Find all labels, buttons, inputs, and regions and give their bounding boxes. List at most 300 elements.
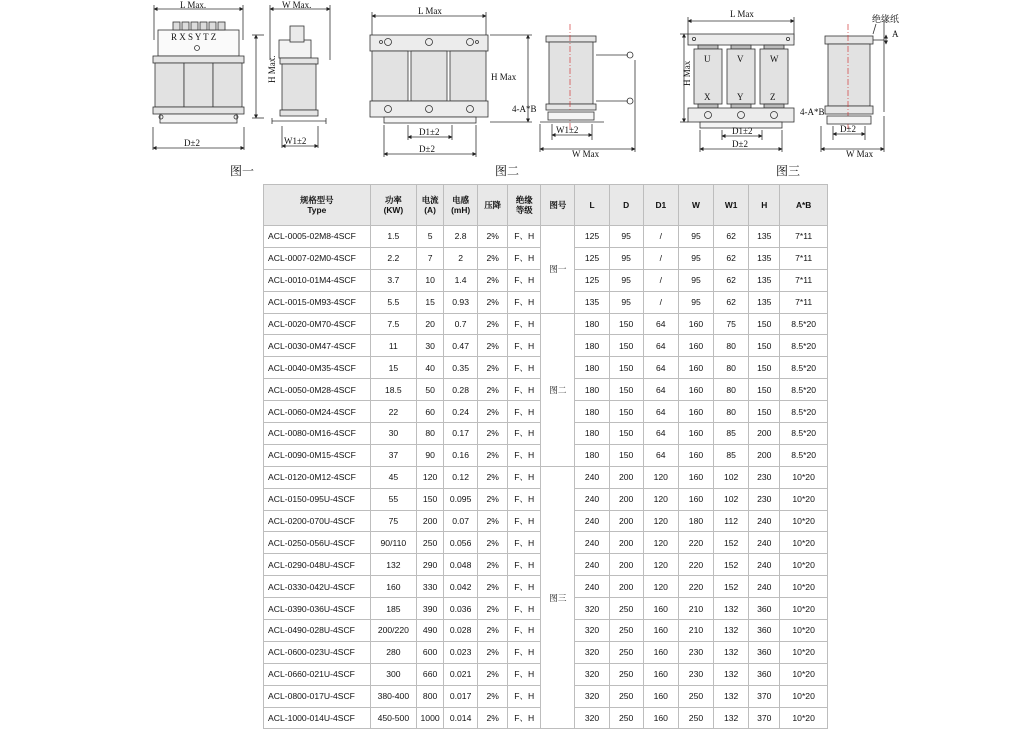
- cell-model: ACL-0600-023U-4SCF: [264, 641, 371, 663]
- cell-model: ACL-0060-0M24-4SCF: [264, 401, 371, 423]
- cell-current: 10: [417, 269, 444, 291]
- cell-d1: 160: [643, 707, 678, 729]
- cell-w1: 62: [714, 269, 749, 291]
- cell-h: 135: [749, 269, 780, 291]
- cell-power: 300: [370, 663, 417, 685]
- cell-l: 240: [575, 532, 609, 554]
- cell-figure-group: 图一: [541, 226, 575, 314]
- cell-w: 210: [678, 620, 713, 642]
- cell-model: ACL-0250-056U-4SCF: [264, 532, 371, 554]
- cell-voltage-drop: 2%: [478, 641, 508, 663]
- cell-d: 95: [609, 226, 643, 248]
- figure-1-side-view: [270, 5, 330, 148]
- cell-ab: 8.5*20: [780, 313, 828, 335]
- cell-w: 95: [678, 226, 713, 248]
- cell-inductance: 0.28: [444, 379, 478, 401]
- cell-h: 200: [749, 423, 780, 445]
- cell-l: 240: [575, 576, 609, 598]
- cell-current: 250: [417, 532, 444, 554]
- cell-inductance: 0.028: [444, 620, 478, 642]
- cell-w: 160: [678, 466, 713, 488]
- cell-insulation-class: F、H: [508, 226, 541, 248]
- cell-inductance: 0.014: [444, 707, 478, 729]
- cell-ab: 8.5*20: [780, 423, 828, 445]
- cell-power: 90/110: [370, 532, 417, 554]
- fig3-coil-v: V: [737, 54, 744, 64]
- cell-inductance: 2: [444, 247, 478, 269]
- cell-power: 5.5: [370, 291, 417, 313]
- cell-l: 320: [575, 707, 609, 729]
- cell-w: 210: [678, 598, 713, 620]
- cell-insulation-class: F、H: [508, 663, 541, 685]
- cell-d1: 64: [643, 357, 678, 379]
- cell-inductance: 0.017: [444, 685, 478, 707]
- cell-model: ACL-0050-0M28-4SCF: [264, 379, 371, 401]
- cell-model: ACL-0030-0M47-4SCF: [264, 335, 371, 357]
- cell-l: 180: [575, 313, 609, 335]
- cell-w: 180: [678, 510, 713, 532]
- cell-insulation-class: F、H: [508, 576, 541, 598]
- cell-insulation-class: F、H: [508, 291, 541, 313]
- cell-model: ACL-0660-021U-4SCF: [264, 663, 371, 685]
- cell-insulation-class: F、H: [508, 379, 541, 401]
- cell-w1: 80: [714, 401, 749, 423]
- cell-h: 240: [749, 510, 780, 532]
- cell-ab: 10*20: [780, 466, 828, 488]
- cell-voltage-drop: 2%: [478, 598, 508, 620]
- header-voltage-drop: 压降: [478, 185, 508, 226]
- cell-d1: 160: [643, 598, 678, 620]
- table-row: [264, 466, 828, 488]
- cell-d: 95: [609, 291, 643, 313]
- cell-model: ACL-0330-042U-4SCF: [264, 576, 371, 598]
- cell-power: 37: [370, 444, 417, 466]
- reactor-drawings: [0, 0, 1020, 180]
- fig1-w1-label: W1±2: [284, 136, 307, 146]
- cell-d: 250: [609, 685, 643, 707]
- cell-insulation-class: F、H: [508, 510, 541, 532]
- table-row: [264, 313, 828, 335]
- cell-insulation-class: F、H: [508, 423, 541, 445]
- cell-power: 18.5: [370, 379, 417, 401]
- cell-voltage-drop: 2%: [478, 313, 508, 335]
- figure-2-side-view: [540, 24, 635, 152]
- cell-ab: 10*20: [780, 532, 828, 554]
- cell-current: 50: [417, 379, 444, 401]
- cell-figure-group: 图二: [541, 313, 575, 466]
- cell-d: 95: [609, 269, 643, 291]
- cell-w1: 75: [714, 313, 749, 335]
- cell-power: 15: [370, 357, 417, 379]
- cell-ab: 8.5*20: [780, 335, 828, 357]
- cell-d: 150: [609, 444, 643, 466]
- cell-inductance: 0.095: [444, 488, 478, 510]
- cell-voltage-drop: 2%: [478, 379, 508, 401]
- header-w1: W1: [714, 185, 749, 226]
- cell-insulation-class: F、H: [508, 685, 541, 707]
- cell-w: 160: [678, 357, 713, 379]
- cell-w: 160: [678, 401, 713, 423]
- cell-inductance: 0.036: [444, 598, 478, 620]
- fig1-w-label: W Max.: [282, 0, 312, 10]
- cell-ab: 10*20: [780, 554, 828, 576]
- fig3-coil-w: W: [770, 54, 779, 64]
- cell-w: 95: [678, 247, 713, 269]
- header-d: D: [609, 185, 643, 226]
- cell-l: 320: [575, 598, 609, 620]
- cell-power: 2.2: [370, 247, 417, 269]
- cell-h: 370: [749, 707, 780, 729]
- cell-w1: 62: [714, 247, 749, 269]
- cell-inductance: 0.042: [444, 576, 478, 598]
- cell-current: 60: [417, 401, 444, 423]
- cell-inductance: 0.16: [444, 444, 478, 466]
- cell-l: 240: [575, 510, 609, 532]
- cell-l: 320: [575, 663, 609, 685]
- cell-voltage-drop: 2%: [478, 444, 508, 466]
- cell-current: 1000: [417, 707, 444, 729]
- cell-d: 95: [609, 247, 643, 269]
- cell-l: 180: [575, 444, 609, 466]
- cell-ab: 7*11: [780, 247, 828, 269]
- cell-power: 11: [370, 335, 417, 357]
- cell-h: 135: [749, 226, 780, 248]
- cell-w: 160: [678, 423, 713, 445]
- fig3-a-label: A: [892, 29, 899, 39]
- cell-l: 240: [575, 554, 609, 576]
- cell-model: ACL-0005-02M8-4SCF: [264, 226, 371, 248]
- header-current: 电流 (A): [417, 185, 444, 226]
- cell-w: 250: [678, 707, 713, 729]
- header-w: W: [678, 185, 713, 226]
- cell-power: 7.5: [370, 313, 417, 335]
- cell-w1: 112: [714, 510, 749, 532]
- cell-insulation-class: F、H: [508, 641, 541, 663]
- cell-voltage-drop: 2%: [478, 335, 508, 357]
- cell-h: 150: [749, 357, 780, 379]
- cell-power: 185: [370, 598, 417, 620]
- cell-ab: 8.5*20: [780, 379, 828, 401]
- cell-insulation-class: F、H: [508, 598, 541, 620]
- cell-voltage-drop: 2%: [478, 488, 508, 510]
- cell-d: 250: [609, 598, 643, 620]
- cell-d: 200: [609, 466, 643, 488]
- cell-model: ACL-0010-01M4-4SCF: [264, 269, 371, 291]
- cell-l: 240: [575, 466, 609, 488]
- cell-voltage-drop: 2%: [478, 466, 508, 488]
- header-d1: D1: [643, 185, 678, 226]
- cell-power: 450-500: [370, 707, 417, 729]
- fig1-l-label: L Max.: [180, 0, 207, 10]
- cell-current: 20: [417, 313, 444, 335]
- cell-w: 220: [678, 532, 713, 554]
- cell-h: 150: [749, 313, 780, 335]
- cell-d1: 120: [643, 554, 678, 576]
- cell-current: 200: [417, 510, 444, 532]
- cell-l: 180: [575, 379, 609, 401]
- fig3-insulation-label: 绝缘纸: [872, 14, 900, 24]
- cell-l: 125: [575, 269, 609, 291]
- cell-model: ACL-0015-0M93-4SCF: [264, 291, 371, 313]
- cell-current: 600: [417, 641, 444, 663]
- cell-d: 200: [609, 576, 643, 598]
- cell-insulation-class: F、H: [508, 620, 541, 642]
- cell-d: 250: [609, 620, 643, 642]
- cell-d: 200: [609, 510, 643, 532]
- cell-insulation-class: F、H: [508, 357, 541, 379]
- cell-model: ACL-0290-048U-4SCF: [264, 554, 371, 576]
- cell-power: 1.5: [370, 226, 417, 248]
- cell-ab: 10*20: [780, 510, 828, 532]
- cell-h: 240: [749, 532, 780, 554]
- cell-inductance: 0.023: [444, 641, 478, 663]
- cell-current: 490: [417, 620, 444, 642]
- fig2-w1-label: W1±2: [556, 125, 579, 135]
- cell-voltage-drop: 2%: [478, 707, 508, 729]
- cell-d1: 160: [643, 663, 678, 685]
- cell-l: 320: [575, 620, 609, 642]
- cell-insulation-class: F、H: [508, 269, 541, 291]
- cell-ab: 10*20: [780, 598, 828, 620]
- cell-l: 180: [575, 423, 609, 445]
- cell-current: 800: [417, 685, 444, 707]
- cell-d1: 120: [643, 510, 678, 532]
- cell-d1: /: [643, 269, 678, 291]
- header-figure-no: 图号: [541, 185, 575, 226]
- cell-d1: 160: [643, 641, 678, 663]
- cell-d1: 120: [643, 532, 678, 554]
- cell-voltage-drop: 2%: [478, 357, 508, 379]
- header-h: H: [749, 185, 780, 226]
- fig1-h-label: H Max.: [267, 55, 277, 83]
- spec-table: [263, 184, 828, 729]
- header-l: L: [575, 185, 609, 226]
- cell-w: 95: [678, 291, 713, 313]
- cell-l: 180: [575, 335, 609, 357]
- cell-d1: /: [643, 291, 678, 313]
- cell-inductance: 0.93: [444, 291, 478, 313]
- cell-d1: 120: [643, 488, 678, 510]
- cell-ab: 10*20: [780, 620, 828, 642]
- cell-w: 160: [678, 379, 713, 401]
- cell-d: 150: [609, 335, 643, 357]
- fig3-coil-x: X: [704, 92, 711, 102]
- cell-w: 220: [678, 576, 713, 598]
- cell-ab: 10*20: [780, 488, 828, 510]
- cell-h: 240: [749, 576, 780, 598]
- cell-inductance: 0.07: [444, 510, 478, 532]
- cell-w: 250: [678, 685, 713, 707]
- cell-power: 30: [370, 423, 417, 445]
- cell-inductance: 0.048: [444, 554, 478, 576]
- cell-d1: 120: [643, 466, 678, 488]
- cell-d1: 120: [643, 576, 678, 598]
- cell-current: 7: [417, 247, 444, 269]
- cell-power: 200/220: [370, 620, 417, 642]
- cell-power: 22: [370, 401, 417, 423]
- cell-ab: 10*20: [780, 576, 828, 598]
- cell-voltage-drop: 2%: [478, 663, 508, 685]
- cell-voltage-drop: 2%: [478, 620, 508, 642]
- cell-w1: 85: [714, 444, 749, 466]
- cell-model: ACL-0150-095U-4SCF: [264, 488, 371, 510]
- cell-d: 250: [609, 641, 643, 663]
- cell-insulation-class: F、H: [508, 313, 541, 335]
- cell-ab: 10*20: [780, 641, 828, 663]
- cell-h: 135: [749, 247, 780, 269]
- header-power: 功率 (KW): [370, 185, 417, 226]
- cell-l: 180: [575, 401, 609, 423]
- cell-w1: 102: [714, 466, 749, 488]
- cell-w1: 80: [714, 357, 749, 379]
- cell-w1: 152: [714, 532, 749, 554]
- cell-l: 240: [575, 488, 609, 510]
- cell-current: 290: [417, 554, 444, 576]
- cell-ab: 7*11: [780, 291, 828, 313]
- cell-power: 280: [370, 641, 417, 663]
- cell-inductance: 0.12: [444, 466, 478, 488]
- cell-insulation-class: F、H: [508, 707, 541, 729]
- cell-voltage-drop: 2%: [478, 401, 508, 423]
- cell-insulation-class: F、H: [508, 488, 541, 510]
- cell-current: 390: [417, 598, 444, 620]
- cell-current: 150: [417, 488, 444, 510]
- cell-inductance: 0.021: [444, 663, 478, 685]
- cell-l: 135: [575, 291, 609, 313]
- cell-w: 160: [678, 444, 713, 466]
- cell-model: ACL-0490-028U-4SCF: [264, 620, 371, 642]
- cell-inductance: 0.24: [444, 401, 478, 423]
- cell-w1: 132: [714, 641, 749, 663]
- cell-current: 5: [417, 226, 444, 248]
- spec-table-body: [264, 226, 828, 729]
- fig3-coil-u: U: [704, 54, 711, 64]
- cell-insulation-class: F、H: [508, 532, 541, 554]
- cell-insulation-class: F、H: [508, 335, 541, 357]
- fig2-ab-label: 4-A*B: [512, 104, 537, 114]
- cell-voltage-drop: 2%: [478, 423, 508, 445]
- cell-voltage-drop: 2%: [478, 291, 508, 313]
- cell-figure-group: 图三: [541, 466, 575, 729]
- table-row: [264, 226, 828, 248]
- cell-w1: 132: [714, 620, 749, 642]
- cell-model: ACL-0020-0M70-4SCF: [264, 313, 371, 335]
- cell-h: 360: [749, 663, 780, 685]
- fig3-d2-label: D±2: [840, 124, 856, 134]
- cell-d1: 64: [643, 335, 678, 357]
- cell-current: 120: [417, 466, 444, 488]
- cell-w1: 80: [714, 335, 749, 357]
- cell-w: 160: [678, 335, 713, 357]
- cell-l: 125: [575, 247, 609, 269]
- cell-ab: 10*20: [780, 685, 828, 707]
- cell-w1: 152: [714, 576, 749, 598]
- fig3-l-label: L Max: [730, 9, 754, 19]
- cell-ab: 10*20: [780, 663, 828, 685]
- cell-voltage-drop: 2%: [478, 510, 508, 532]
- cell-model: ACL-0090-0M15-4SCF: [264, 444, 371, 466]
- cell-power: 380-400: [370, 685, 417, 707]
- fig3-coil-z: Z: [770, 92, 776, 102]
- cell-model: ACL-0007-02M0-4SCF: [264, 247, 371, 269]
- fig3-h-label: H Max: [682, 60, 692, 86]
- cell-model: ACL-0800-017U-4SCF: [264, 685, 371, 707]
- fig3-ab-label: 4-A*B: [800, 107, 825, 117]
- cell-d1: 64: [643, 313, 678, 335]
- cell-power: 3.7: [370, 269, 417, 291]
- cell-w: 220: [678, 554, 713, 576]
- cell-l: 125: [575, 226, 609, 248]
- cell-w1: 132: [714, 707, 749, 729]
- cell-d: 150: [609, 357, 643, 379]
- cell-h: 230: [749, 466, 780, 488]
- cell-power: 160: [370, 576, 417, 598]
- cell-voltage-drop: 2%: [478, 576, 508, 598]
- table-header-row: [264, 185, 828, 226]
- cell-d1: 64: [643, 379, 678, 401]
- cell-current: 330: [417, 576, 444, 598]
- cell-d: 250: [609, 663, 643, 685]
- cell-model: ACL-0200-070U-4SCF: [264, 510, 371, 532]
- cell-current: 80: [417, 423, 444, 445]
- cell-h: 200: [749, 444, 780, 466]
- cell-voltage-drop: 2%: [478, 685, 508, 707]
- cell-current: 660: [417, 663, 444, 685]
- cell-insulation-class: F、H: [508, 444, 541, 466]
- cell-insulation-class: F、H: [508, 466, 541, 488]
- cell-voltage-drop: 2%: [478, 247, 508, 269]
- cell-h: 230: [749, 488, 780, 510]
- cell-d: 150: [609, 401, 643, 423]
- cell-w1: 152: [714, 554, 749, 576]
- cell-d: 250: [609, 707, 643, 729]
- cell-insulation-class: F、H: [508, 401, 541, 423]
- cell-current: 40: [417, 357, 444, 379]
- cell-d1: 64: [643, 444, 678, 466]
- cell-power: 45: [370, 466, 417, 488]
- cell-ab: 7*11: [780, 226, 828, 248]
- cell-w: 160: [678, 313, 713, 335]
- cell-ab: 8.5*20: [780, 444, 828, 466]
- cell-d1: /: [643, 226, 678, 248]
- cell-h: 150: [749, 401, 780, 423]
- cell-insulation-class: F、H: [508, 247, 541, 269]
- figure-3-caption: 图三: [776, 164, 801, 178]
- header-inductance: 电感 (mH): [444, 185, 478, 226]
- fig1-d-label: D±2: [184, 138, 200, 148]
- cell-power: 132: [370, 554, 417, 576]
- cell-insulation-class: F、H: [508, 554, 541, 576]
- cell-d: 200: [609, 532, 643, 554]
- cell-h: 370: [749, 685, 780, 707]
- cell-voltage-drop: 2%: [478, 269, 508, 291]
- fig3-coil-y: Y: [737, 92, 744, 102]
- cell-d1: 64: [643, 401, 678, 423]
- cell-model: ACL-0390-036U-4SCF: [264, 598, 371, 620]
- cell-w: 95: [678, 269, 713, 291]
- cell-model: ACL-0080-0M16-4SCF: [264, 423, 371, 445]
- cell-d: 150: [609, 423, 643, 445]
- cell-inductance: 0.17: [444, 423, 478, 445]
- cell-w: 230: [678, 641, 713, 663]
- figure-1-front-view: [153, 5, 264, 150]
- fig2-d1-label: D1±2: [419, 127, 440, 137]
- cell-d: 150: [609, 313, 643, 335]
- cell-d1: 64: [643, 423, 678, 445]
- cell-current: 30: [417, 335, 444, 357]
- fig2-l-label: L Max: [418, 6, 442, 16]
- fig2-h-label: H Max: [491, 72, 517, 82]
